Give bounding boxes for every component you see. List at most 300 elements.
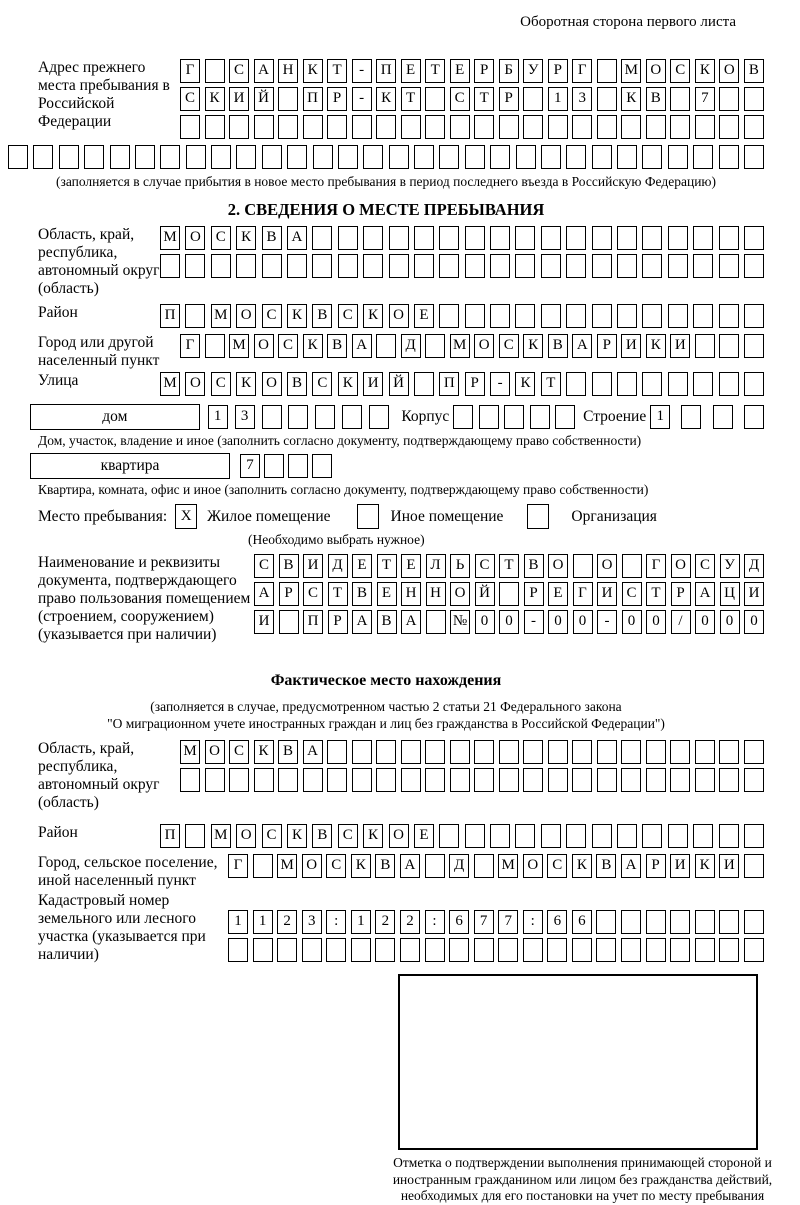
char-cell[interactable]	[351, 938, 371, 962]
char-cell[interactable]	[719, 768, 739, 792]
char-cell[interactable]	[338, 254, 358, 278]
char-cell[interactable]	[264, 454, 284, 478]
char-cell[interactable]: И	[229, 87, 249, 111]
char-cell[interactable]	[670, 87, 690, 111]
char-cell[interactable]	[744, 145, 764, 169]
char-cell[interactable]	[523, 87, 543, 111]
char-cell[interactable]: С	[262, 824, 282, 848]
char-cell[interactable]	[693, 304, 713, 328]
char-cell[interactable]: Г	[573, 582, 593, 606]
char-cell[interactable]	[695, 334, 715, 358]
char-cell[interactable]	[375, 938, 395, 962]
char-cell[interactable]: В	[596, 854, 616, 878]
char-cell[interactable]: О	[205, 740, 225, 764]
char-cell[interactable]: П	[303, 610, 323, 634]
char-cell[interactable]: О	[597, 554, 617, 578]
char-cell[interactable]: 7	[240, 454, 260, 478]
char-cell[interactable]	[449, 938, 469, 962]
char-cell[interactable]	[303, 768, 323, 792]
char-cell[interactable]: К	[515, 372, 535, 396]
char-cell[interactable]	[621, 768, 641, 792]
char-cell[interactable]: М	[211, 304, 231, 328]
char-cell[interactable]: О	[671, 554, 691, 578]
char-cell[interactable]: К	[205, 87, 225, 111]
char-cell[interactable]: С	[695, 554, 715, 578]
char-cell[interactable]: Р	[671, 582, 691, 606]
char-cell[interactable]: Й	[475, 582, 495, 606]
char-cell[interactable]	[160, 145, 180, 169]
char-cell[interactable]	[205, 334, 225, 358]
char-cell[interactable]	[668, 226, 688, 250]
char-cell[interactable]: О	[236, 824, 256, 848]
char-cell[interactable]	[352, 768, 372, 792]
char-cell[interactable]: К	[646, 334, 666, 358]
char-cell[interactable]: С	[547, 854, 567, 878]
char-cell[interactable]	[719, 824, 739, 848]
char-cell[interactable]	[548, 740, 568, 764]
char-cell[interactable]: К	[303, 59, 323, 83]
char-cell[interactable]: 7	[695, 87, 715, 111]
char-cell[interactable]: Т	[499, 554, 519, 578]
char-cell[interactable]: 3	[572, 87, 592, 111]
char-cell[interactable]	[376, 334, 396, 358]
char-cell[interactable]	[596, 910, 616, 934]
char-cell[interactable]: 3	[235, 405, 255, 429]
char-cell[interactable]	[84, 145, 104, 169]
char-cell[interactable]: 0	[646, 610, 666, 634]
char-cell[interactable]	[205, 768, 225, 792]
char-cell[interactable]	[597, 115, 617, 139]
char-cell[interactable]: С	[338, 824, 358, 848]
char-cell[interactable]	[465, 254, 485, 278]
char-cell[interactable]: И	[254, 610, 274, 634]
char-cell[interactable]	[548, 768, 568, 792]
char-cell[interactable]	[279, 610, 299, 634]
char-cell[interactable]	[670, 115, 690, 139]
char-cell[interactable]: :	[523, 910, 543, 934]
char-cell[interactable]	[474, 854, 494, 878]
char-cell[interactable]: 0	[475, 610, 495, 634]
char-cell[interactable]: В	[312, 824, 332, 848]
char-cell[interactable]	[693, 226, 713, 250]
char-cell[interactable]	[744, 304, 764, 328]
char-cell[interactable]	[453, 405, 473, 429]
char-cell[interactable]: Е	[414, 824, 434, 848]
char-cell[interactable]	[621, 938, 641, 962]
char-cell[interactable]	[254, 768, 274, 792]
char-cell[interactable]: К	[363, 304, 383, 328]
char-cell[interactable]: П	[303, 87, 323, 111]
char-cell[interactable]: М	[160, 226, 180, 250]
char-cell[interactable]: Р	[646, 854, 666, 878]
char-cell[interactable]	[642, 145, 662, 169]
char-cell[interactable]	[668, 824, 688, 848]
char-cell[interactable]	[744, 910, 764, 934]
char-cell[interactable]	[744, 87, 764, 111]
char-cell[interactable]: Е	[548, 582, 568, 606]
char-cell[interactable]	[262, 254, 282, 278]
char-cell[interactable]	[389, 226, 409, 250]
char-cell[interactable]: 7	[474, 910, 494, 934]
char-cell[interactable]: Е	[450, 59, 470, 83]
char-cell[interactable]	[352, 115, 372, 139]
char-cell[interactable]: К	[303, 334, 323, 358]
char-cell[interactable]: К	[236, 372, 256, 396]
char-cell[interactable]	[369, 405, 389, 429]
char-cell[interactable]	[474, 740, 494, 764]
char-cell[interactable]: Р	[474, 59, 494, 83]
char-cell[interactable]: Т	[327, 59, 347, 83]
char-cell[interactable]	[695, 910, 715, 934]
char-cell[interactable]	[592, 254, 612, 278]
char-cell[interactable]	[548, 115, 568, 139]
char-cell[interactable]: А	[401, 610, 421, 634]
char-cell[interactable]: И	[303, 554, 323, 578]
char-cell[interactable]	[401, 115, 421, 139]
char-cell[interactable]	[236, 145, 256, 169]
char-cell[interactable]: С	[326, 854, 346, 878]
char-cell[interactable]	[622, 554, 642, 578]
char-cell[interactable]	[376, 115, 396, 139]
char-cell[interactable]	[425, 115, 445, 139]
char-cell[interactable]	[744, 938, 764, 962]
char-cell[interactable]: К	[351, 854, 371, 878]
char-cell[interactable]: 2	[400, 910, 420, 934]
char-cell[interactable]: С	[229, 59, 249, 83]
char-cell[interactable]	[465, 304, 485, 328]
char-cell[interactable]	[327, 768, 347, 792]
char-cell[interactable]: Ь	[450, 554, 470, 578]
char-cell[interactable]	[646, 768, 666, 792]
char-cell[interactable]: В	[262, 226, 282, 250]
char-cell[interactable]: А	[621, 854, 641, 878]
char-cell[interactable]: /	[671, 610, 691, 634]
char-cell[interactable]	[566, 145, 586, 169]
char-cell[interactable]	[530, 405, 550, 429]
char-cell[interactable]: И	[670, 334, 690, 358]
char-cell[interactable]	[288, 405, 308, 429]
char-cell[interactable]	[338, 145, 358, 169]
char-cell[interactable]: У	[720, 554, 740, 578]
char-cell[interactable]: 0	[573, 610, 593, 634]
char-cell[interactable]	[719, 115, 739, 139]
char-cell[interactable]	[160, 254, 180, 278]
char-cell[interactable]	[719, 938, 739, 962]
char-cell[interactable]	[254, 115, 274, 139]
char-cell[interactable]: О	[389, 824, 409, 848]
char-cell[interactable]	[490, 226, 510, 250]
char-cell[interactable]: Р	[328, 610, 348, 634]
char-cell[interactable]	[450, 768, 470, 792]
char-cell[interactable]	[352, 740, 372, 764]
char-cell[interactable]	[312, 226, 332, 250]
char-cell[interactable]: А	[254, 582, 274, 606]
char-cell[interactable]: 0	[695, 610, 715, 634]
char-cell[interactable]	[490, 304, 510, 328]
char-cell[interactable]	[744, 372, 764, 396]
char-cell[interactable]	[439, 254, 459, 278]
char-cell[interactable]	[597, 87, 617, 111]
char-cell[interactable]	[389, 254, 409, 278]
char-cell[interactable]	[499, 768, 519, 792]
char-cell[interactable]	[389, 145, 409, 169]
char-cell[interactable]: С	[622, 582, 642, 606]
char-cell[interactable]	[642, 824, 662, 848]
char-cell[interactable]	[312, 454, 332, 478]
char-cell[interactable]	[278, 115, 298, 139]
char-cell[interactable]	[617, 226, 637, 250]
char-cell[interactable]: А	[400, 854, 420, 878]
char-cell[interactable]: М	[277, 854, 297, 878]
char-cell[interactable]	[342, 405, 362, 429]
char-cell[interactable]	[597, 768, 617, 792]
char-cell[interactable]: Г	[572, 59, 592, 83]
char-cell[interactable]	[450, 740, 470, 764]
char-cell[interactable]	[185, 824, 205, 848]
char-cell[interactable]: А	[303, 740, 323, 764]
char-cell[interactable]	[646, 740, 666, 764]
char-cell[interactable]	[642, 254, 662, 278]
char-cell[interactable]	[135, 145, 155, 169]
char-cell[interactable]	[229, 768, 249, 792]
char-cell[interactable]	[695, 768, 715, 792]
char-cell[interactable]: Й	[389, 372, 409, 396]
char-cell[interactable]	[425, 740, 445, 764]
char-cell[interactable]	[515, 254, 535, 278]
char-cell[interactable]	[414, 372, 434, 396]
char-cell[interactable]: А	[572, 334, 592, 358]
char-cell[interactable]: С	[211, 372, 231, 396]
char-cell[interactable]: К	[254, 740, 274, 764]
char-cell[interactable]: Р	[499, 87, 519, 111]
char-cell[interactable]: К	[695, 854, 715, 878]
char-cell[interactable]	[228, 938, 248, 962]
char-cell[interactable]: А	[695, 582, 715, 606]
char-cell[interactable]	[515, 226, 535, 250]
char-cell[interactable]	[303, 115, 323, 139]
char-cell[interactable]: Т	[541, 372, 561, 396]
char-cell[interactable]: Н	[401, 582, 421, 606]
char-cell[interactable]	[425, 938, 445, 962]
char-cell[interactable]	[278, 87, 298, 111]
char-cell[interactable]: 6	[547, 910, 567, 934]
char-cell[interactable]	[555, 405, 575, 429]
char-cell[interactable]: И	[621, 334, 641, 358]
char-cell[interactable]: 0	[499, 610, 519, 634]
char-cell[interactable]	[670, 910, 690, 934]
char-cell[interactable]	[439, 304, 459, 328]
char-cell[interactable]	[642, 372, 662, 396]
char-cell[interactable]	[465, 226, 485, 250]
char-cell[interactable]: М	[498, 854, 518, 878]
char-cell[interactable]	[719, 226, 739, 250]
char-cell[interactable]: В	[548, 334, 568, 358]
char-cell[interactable]: Л	[426, 554, 446, 578]
char-cell[interactable]	[617, 824, 637, 848]
char-cell[interactable]	[400, 938, 420, 962]
char-cell[interactable]: 0	[720, 610, 740, 634]
char-cell[interactable]: 3	[302, 910, 322, 934]
char-cell[interactable]	[681, 405, 701, 429]
char-cell[interactable]	[338, 226, 358, 250]
char-cell[interactable]	[719, 910, 739, 934]
char-cell[interactable]	[523, 115, 543, 139]
char-cell[interactable]: №	[450, 610, 470, 634]
char-cell[interactable]: С	[499, 334, 519, 358]
char-cell[interactable]: 1	[650, 405, 670, 429]
char-cell[interactable]	[572, 768, 592, 792]
char-cell[interactable]	[646, 115, 666, 139]
char-cell[interactable]	[8, 145, 28, 169]
char-cell[interactable]: С	[670, 59, 690, 83]
char-cell[interactable]: О	[719, 59, 739, 83]
char-cell[interactable]	[744, 824, 764, 848]
char-cell[interactable]: М	[211, 824, 231, 848]
char-cell[interactable]	[363, 254, 383, 278]
char-cell[interactable]: Ц	[720, 582, 740, 606]
char-cell[interactable]	[499, 582, 519, 606]
char-cell[interactable]	[621, 740, 641, 764]
char-cell[interactable]	[205, 115, 225, 139]
char-cell[interactable]	[110, 145, 130, 169]
char-cell[interactable]: Е	[401, 59, 421, 83]
char-cell[interactable]	[642, 226, 662, 250]
char-cell[interactable]: К	[338, 372, 358, 396]
char-cell[interactable]	[180, 115, 200, 139]
char-cell[interactable]	[566, 824, 586, 848]
char-cell[interactable]	[490, 824, 510, 848]
char-cell[interactable]	[573, 554, 593, 578]
char-cell[interactable]	[566, 372, 586, 396]
char-cell[interactable]	[744, 334, 764, 358]
char-cell[interactable]	[401, 768, 421, 792]
char-cell[interactable]	[414, 254, 434, 278]
char-cell[interactable]	[312, 254, 332, 278]
char-cell[interactable]: 1	[253, 910, 273, 934]
char-cell[interactable]: Е	[414, 304, 434, 328]
char-cell[interactable]: 2	[277, 910, 297, 934]
char-cell[interactable]	[597, 59, 617, 83]
char-cell[interactable]	[744, 405, 764, 429]
char-cell[interactable]	[474, 938, 494, 962]
char-cell[interactable]: П	[160, 304, 180, 328]
char-cell[interactable]	[180, 768, 200, 792]
char-cell[interactable]: С	[211, 226, 231, 250]
char-cell[interactable]: Т	[328, 582, 348, 606]
char-cell[interactable]	[592, 824, 612, 848]
char-cell[interactable]: В	[279, 554, 299, 578]
char-cell[interactable]	[414, 145, 434, 169]
char-cell[interactable]	[719, 372, 739, 396]
char-cell[interactable]: П	[160, 824, 180, 848]
char-cell[interactable]	[572, 938, 592, 962]
char-cell[interactable]	[592, 372, 612, 396]
char-cell[interactable]	[277, 938, 297, 962]
char-cell[interactable]	[541, 226, 561, 250]
char-cell[interactable]	[326, 938, 346, 962]
char-cell[interactable]	[621, 910, 641, 934]
char-cell[interactable]	[439, 226, 459, 250]
char-cell[interactable]	[592, 226, 612, 250]
char-cell[interactable]: О	[523, 854, 543, 878]
char-cell[interactable]	[592, 304, 612, 328]
char-cell[interactable]	[425, 768, 445, 792]
char-cell[interactable]	[288, 454, 308, 478]
char-cell[interactable]	[414, 226, 434, 250]
char-cell[interactable]: У	[523, 59, 543, 83]
char-cell[interactable]: -	[597, 610, 617, 634]
char-cell[interactable]	[592, 145, 612, 169]
char-cell[interactable]	[713, 405, 733, 429]
char-cell[interactable]	[262, 405, 282, 429]
char-cell[interactable]: Д	[744, 554, 764, 578]
char-cell[interactable]: А	[352, 610, 372, 634]
char-cell[interactable]: М	[160, 372, 180, 396]
char-cell[interactable]	[693, 145, 713, 169]
char-cell[interactable]	[287, 145, 307, 169]
char-cell[interactable]: Т	[377, 554, 397, 578]
char-cell[interactable]: С	[229, 740, 249, 764]
char-cell[interactable]: Н	[426, 582, 446, 606]
char-cell[interactable]	[376, 768, 396, 792]
char-cell[interactable]: Т	[646, 582, 666, 606]
char-cell[interactable]	[670, 938, 690, 962]
char-cell[interactable]: Г	[180, 334, 200, 358]
char-cell[interactable]	[327, 740, 347, 764]
char-cell[interactable]: К	[572, 854, 592, 878]
char-cell[interactable]: К	[287, 304, 307, 328]
char-cell[interactable]	[744, 768, 764, 792]
char-cell[interactable]: М	[450, 334, 470, 358]
char-cell[interactable]	[541, 145, 561, 169]
char-cell[interactable]: Р	[327, 87, 347, 111]
char-cell[interactable]: С	[475, 554, 495, 578]
char-cell[interactable]	[186, 145, 206, 169]
char-cell[interactable]: :	[425, 910, 445, 934]
char-cell[interactable]: В	[375, 854, 395, 878]
char-cell[interactable]: О	[548, 554, 568, 578]
char-cell[interactable]	[426, 610, 446, 634]
char-cell[interactable]: В	[377, 610, 397, 634]
char-cell[interactable]	[693, 254, 713, 278]
char-cell[interactable]	[479, 405, 499, 429]
char-cell[interactable]	[211, 254, 231, 278]
char-cell[interactable]	[668, 145, 688, 169]
char-cell[interactable]	[474, 768, 494, 792]
char-cell[interactable]	[425, 854, 445, 878]
char-cell[interactable]: К	[621, 87, 641, 111]
char-cell[interactable]	[719, 145, 739, 169]
char-cell[interactable]: В	[312, 304, 332, 328]
char-cell[interactable]	[597, 740, 617, 764]
char-cell[interactable]: 1	[351, 910, 371, 934]
char-cell[interactable]: В	[524, 554, 544, 578]
char-cell[interactable]: 1	[208, 405, 228, 429]
char-cell[interactable]	[646, 938, 666, 962]
char-cell[interactable]	[693, 372, 713, 396]
char-cell[interactable]: К	[376, 87, 396, 111]
char-cell[interactable]	[541, 304, 561, 328]
char-cell[interactable]: 1	[228, 910, 248, 934]
char-cell[interactable]: К	[363, 824, 383, 848]
char-cell[interactable]	[185, 304, 205, 328]
char-cell[interactable]: М	[621, 59, 641, 83]
char-cell[interactable]	[450, 115, 470, 139]
char-cell[interactable]	[670, 740, 690, 764]
char-cell[interactable]	[439, 824, 459, 848]
char-cell[interactable]: 6	[572, 910, 592, 934]
char-cell[interactable]	[695, 740, 715, 764]
